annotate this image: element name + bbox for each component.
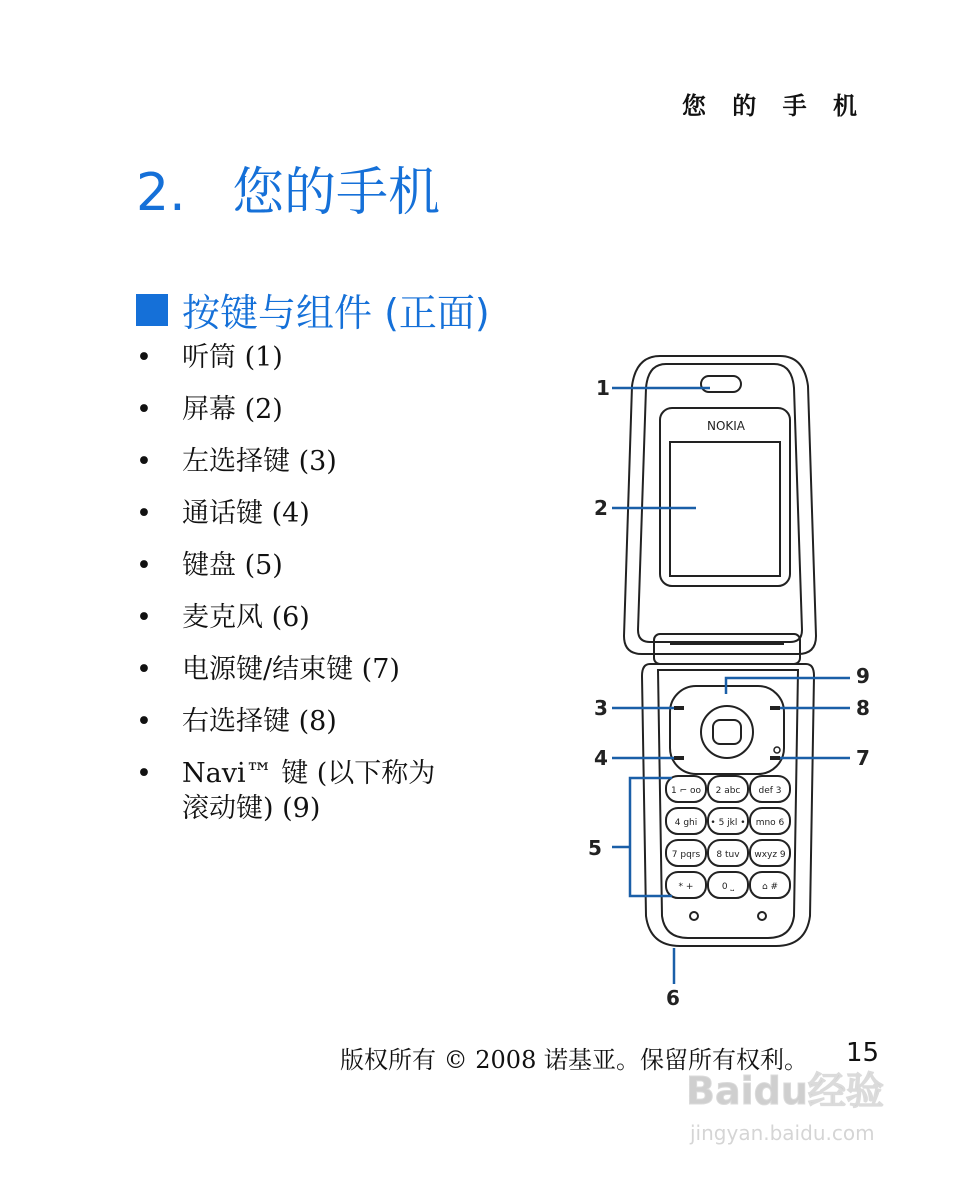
- running-head: 您 的 手 机: [681, 92, 866, 120]
- bullet: •: [136, 706, 152, 737]
- list-item: [136, 340, 496, 375]
- callout-6: 6: [666, 986, 680, 1010]
- bullet: •: [136, 602, 152, 633]
- bullet: •: [136, 550, 152, 581]
- key-label: 1 ⌐ oo: [670, 786, 702, 796]
- list-item-label: 右选择键 (8): [182, 706, 337, 737]
- key-label: 0 ⎵: [721, 882, 735, 892]
- key-label: 8 tuv: [716, 850, 740, 860]
- key-label: wxyz 9: [754, 850, 786, 860]
- callout-8: 8: [856, 696, 870, 720]
- callout-7: 7: [856, 746, 870, 770]
- bullet: •: [136, 498, 152, 529]
- key-label: def 3: [758, 786, 782, 796]
- section-title-text: 按键与组件 (正面): [182, 291, 490, 335]
- brand-text: NOKIA: [706, 419, 746, 433]
- bullet: •: [136, 394, 152, 425]
- bullet: •: [136, 342, 152, 373]
- key-label: 7 pqrs: [671, 850, 701, 860]
- parts-list: [136, 340, 496, 843]
- callout-5: 5: [588, 836, 602, 860]
- key-label: 4 ghi: [674, 818, 698, 828]
- list-item: [136, 496, 496, 531]
- list-item: [136, 652, 496, 687]
- callout-3: 3: [594, 696, 608, 720]
- key-label: * +: [678, 882, 694, 892]
- list-item: [136, 756, 496, 826]
- bullet: •: [136, 446, 152, 477]
- list-item-label: 键盘 (5): [182, 550, 283, 581]
- baidu-watermark: [686, 1060, 916, 1160]
- section-marker-square: [136, 294, 168, 326]
- phone-figure: [580, 352, 880, 1012]
- list-item: [136, 704, 496, 739]
- page-number: 15: [846, 1038, 880, 1068]
- copyright-footer: 版权所有 © 2008 诺基亚。保留所有权利。: [340, 1046, 808, 1074]
- callout-2: 2: [594, 496, 608, 520]
- list-item: [136, 600, 496, 635]
- key-label: • 5 jkl •: [710, 818, 746, 828]
- list-item-label: 听筒 (1): [182, 342, 283, 373]
- callout-9: 9: [856, 664, 870, 688]
- bullet: •: [136, 758, 152, 789]
- list-item-label: 通话键 (4): [182, 498, 310, 529]
- list-item-label: 屏幕 (2): [182, 394, 283, 425]
- chapter-title-text: 您的手机: [232, 163, 441, 223]
- list-item: [136, 392, 496, 427]
- list-item-label: Navi™ 键 (以下称为 滚动键) (9): [182, 758, 436, 824]
- list-item: [136, 444, 496, 479]
- watermark-url: jingyan.baidu.com: [690, 1121, 875, 1145]
- phone-illustration: [580, 352, 880, 1012]
- list-item-label: 电源键/结束键 (7): [182, 654, 400, 685]
- key-label: ⌂ #: [761, 882, 779, 892]
- callout-1: 1: [596, 376, 610, 400]
- list-item-label: 麦克风 (6): [182, 602, 310, 633]
- list-item-label: 左选择键 (3): [182, 446, 337, 477]
- key-label: 2 abc: [715, 786, 741, 796]
- chapter-title: [136, 150, 440, 225]
- watermark-brand: Baidu经验: [686, 1069, 884, 1113]
- section-title: [136, 282, 490, 337]
- list-item: [136, 548, 496, 583]
- callout-4: 4: [594, 746, 608, 770]
- key-label: mno 6: [755, 818, 785, 828]
- chapter-number: 2.: [136, 163, 186, 223]
- bullet: •: [136, 654, 152, 685]
